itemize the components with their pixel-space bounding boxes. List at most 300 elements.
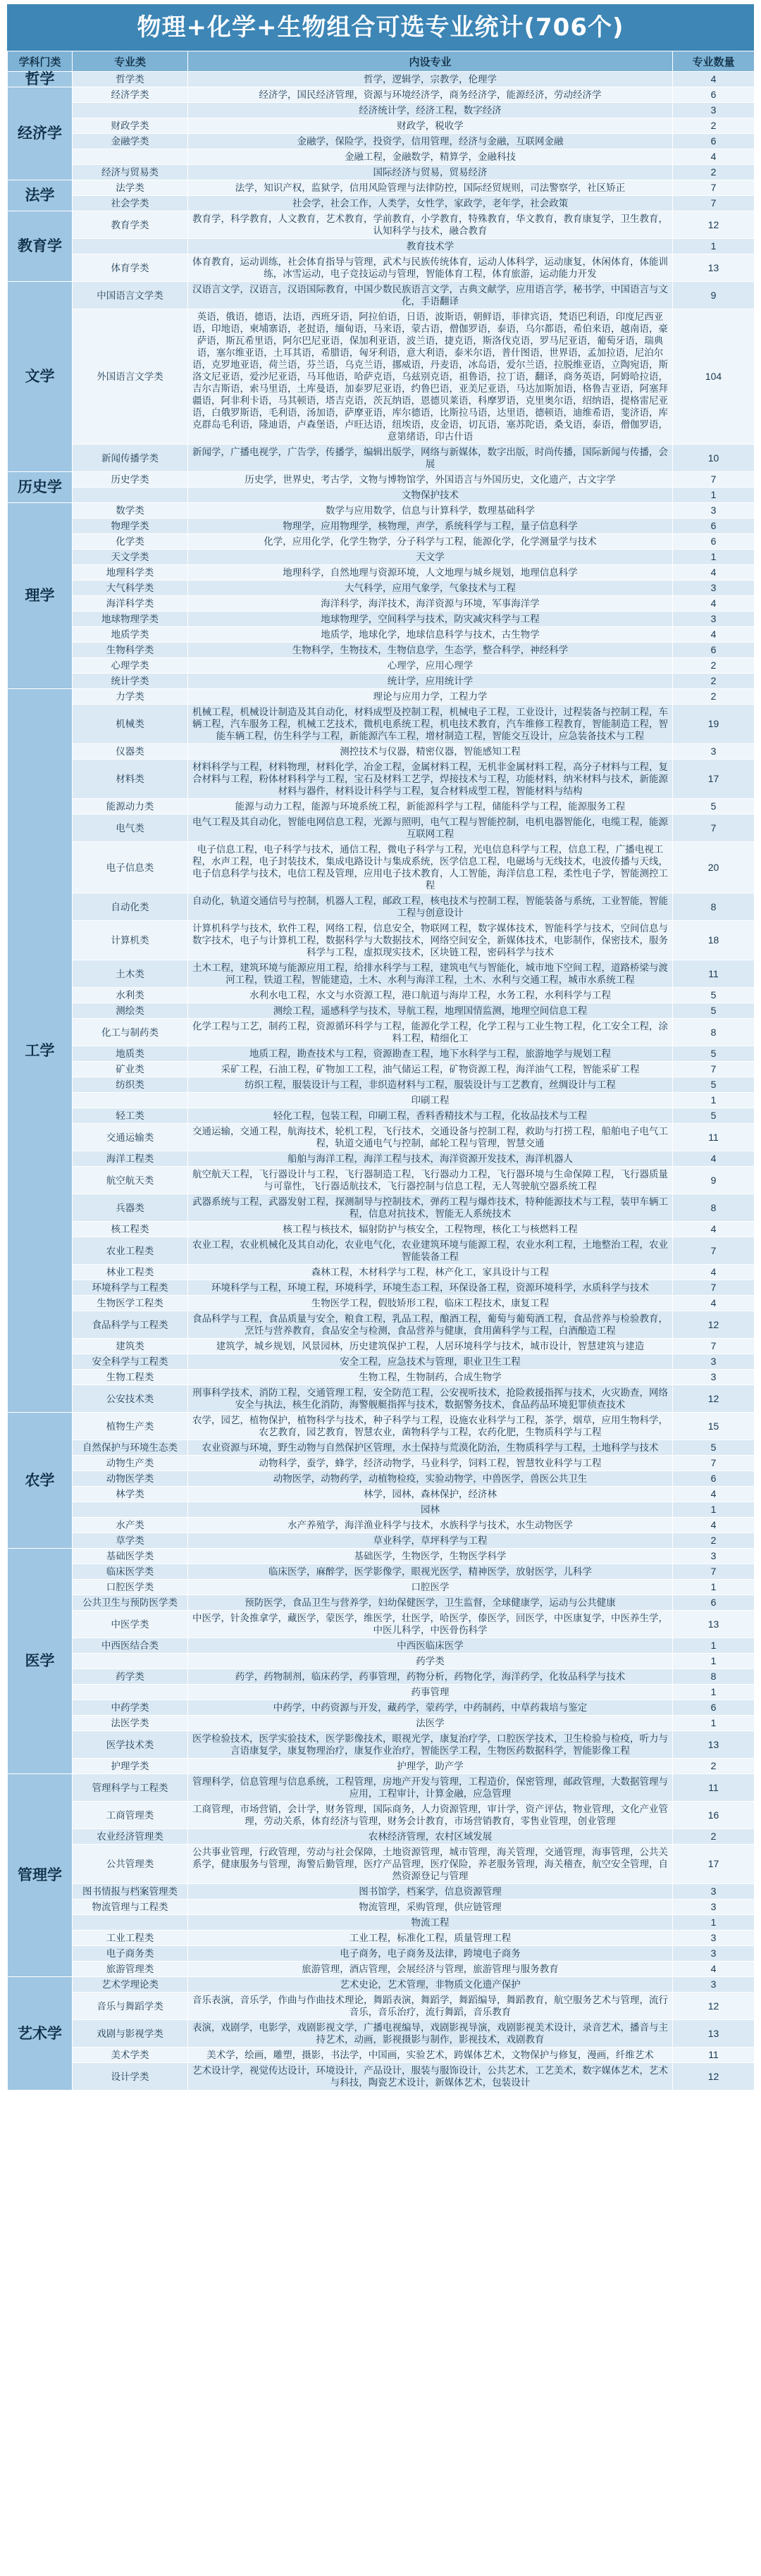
table-row: [8, 196, 755, 211]
table-body: [8, 72, 755, 2091]
count-cell: 2: [673, 658, 755, 674]
majors-cell: 化学，应用化学，化学生物学，分子科学与工程，能源化学，化学测量学与技术: [188, 534, 673, 550]
category-cell: 力学类: [73, 689, 188, 705]
table-row: [8, 960, 755, 988]
category-cell: 矿业类: [73, 1062, 188, 1077]
majors-cell: 护理学，助产学: [188, 1759, 673, 1774]
majors-cell: 草业科学，草坪科学与工程: [188, 1533, 673, 1549]
table-row: [8, 1549, 755, 1564]
category-cell: 工业工程类: [73, 1931, 188, 1946]
category-cell: 基础医学类: [73, 1549, 188, 1564]
category-cell: 数学类: [73, 503, 188, 519]
majors-cell: 金融工程，金融数学，精算学，金融科技: [188, 149, 673, 165]
count-cell: 3: [673, 503, 755, 519]
table-row: [8, 1296, 755, 1311]
category-cell: 财政学类: [73, 118, 188, 134]
category-cell: 海洋科学类: [73, 596, 188, 612]
table-row: [8, 550, 755, 565]
count-cell: 1: [673, 1502, 755, 1518]
majors-cell: 历史学，世界史，考古学，文物与博物馆学，外国语言与外国历史，文化遗产，古文字学: [188, 472, 673, 488]
count-cell: 4: [673, 627, 755, 643]
table-row: [8, 472, 755, 488]
majors-cell: 中医学，针灸推拿学，藏医学，蒙医学，维医学，壮医学，哈医学，傣医学，回医学，中医康复学，中医养生学，中医儿科学，中医骨伤科学: [188, 1611, 673, 1638]
majors-cell: 交通运输，交通工程，航海技术，轮机工程，飞行技术，交通设备与控制工程，救助与打捞工程，船舶电子电气工程，轨道交通电气与控制，邮轮工程与管理，智慧交通: [188, 1124, 673, 1151]
count-cell: 7: [673, 1237, 755, 1265]
majors-cell: 国际经济与贸易，贸易经济: [188, 165, 673, 180]
table-row: [8, 180, 755, 196]
table-row: [8, 519, 755, 534]
category-cell: 农业工程类: [73, 1237, 188, 1265]
majors-cell: 公共事业管理，行政管理，劳动与社会保障，土地资源管理，城市管理，海关管理，交通管理，海事管理，公共关系学，健康服务与管理，海警后勤管理，医疗产品管理，医疗保险，养老服务管理，海关稽查，航空安全管理，自然资源登记与管理: [188, 1845, 673, 1884]
count-cell: 1: [673, 1915, 755, 1931]
count-cell: 11: [673, 1774, 755, 1802]
count-cell: 4: [673, 1151, 755, 1167]
count-cell: 6: [673, 1700, 755, 1716]
category-cell: 草学类: [73, 1533, 188, 1549]
majors-cell: 数学与应用数学，信息与计算科学，数理基础科学: [188, 503, 673, 519]
majors-cell: 地质工程，勘查技术与工程，资源勘查工程，地下水科学与工程，旅游地学与规划工程: [188, 1046, 673, 1062]
category-cell: 自动化类: [73, 893, 188, 921]
count-cell: 2: [673, 165, 755, 180]
majors-cell: 机械工程，机械设计制造及其自动化，材料成型及控制工程，机械电子工程，工业设计，过程装备与控制工程，车辆工程，汽车服务工程，机械工艺技术，微机电系统工程，机电技术教育，汽车维修工程教育，智能制造工程，智能车辆工程，仿生科学与工程，新能源汽车工程，增材制造工程，智能交互设计，应急装备技术与工程: [188, 705, 673, 744]
discipline-cell: 农学: [8, 1413, 73, 1549]
category-cell: 护理学类: [73, 1759, 188, 1774]
category-cell: 统计学类: [73, 674, 188, 689]
table-row: [8, 309, 755, 445]
count-cell: 7: [673, 1456, 755, 1471]
majors-cell: 统计学，应用统计学: [188, 674, 673, 689]
count-cell: 6: [673, 643, 755, 658]
count-cell: 7: [673, 196, 755, 211]
category-cell: 生物工程类: [73, 1370, 188, 1385]
category-cell: 历史学类: [73, 472, 188, 488]
table-row: [8, 87, 755, 103]
table-row: [8, 1077, 755, 1093]
majors-cell: 天文学: [188, 550, 673, 565]
table-row: [8, 1638, 755, 1654]
category-cell: 金融学类: [73, 134, 188, 149]
majors-cell: 能源与动力工程，能源与环境系统工程，新能源科学与工程，储能科学与工程，能源服务工程: [188, 799, 673, 815]
category-cell: 中国语言文学类: [73, 282, 188, 309]
table-row: [8, 1759, 755, 1774]
count-cell: 13: [673, 1731, 755, 1759]
category-cell: 艺术学理论类: [73, 1977, 188, 1993]
count-cell: 2: [673, 1829, 755, 1845]
count-cell: 2: [673, 1759, 755, 1774]
count-cell: 8: [673, 1194, 755, 1222]
count-cell: 15: [673, 1413, 755, 1440]
category-cell: 外国语言文学类: [73, 309, 188, 445]
table-row: [8, 988, 755, 1003]
count-cell: 4: [673, 1265, 755, 1280]
count-cell: 4: [673, 1487, 755, 1502]
count-cell: 3: [673, 103, 755, 118]
table-header-row: [8, 51, 755, 72]
majors-cell: 预防医学，食品卫生与营养学，妇幼保健医学，卫生监督，全球健康学，运动与公共健康: [188, 1595, 673, 1611]
count-cell: 7: [673, 1564, 755, 1580]
category-cell: 电子信息类: [73, 842, 188, 893]
table-row: [8, 1518, 755, 1533]
majors-cell: 艺术设计学，视觉传达设计，环境设计，产品设计，服装与服饰设计，公共艺术，工艺美术，数字媒体艺术，艺术与科技，陶瓷艺术设计，新媒体艺术，包装设计: [188, 2063, 673, 2091]
table-row: [8, 1339, 755, 1354]
majors-cell: 自动化，轨道交通信号与控制，机器人工程，邮政工程，核电技术与控制工程，智能装备与系统，工业智能，智能工程与创意设计: [188, 893, 673, 921]
table-row: [8, 1413, 755, 1440]
table-row: [8, 1471, 755, 1487]
majors-cell: 食品科学与工程，食品质量与安全，粮食工程，乳品工程，酿酒工程，葡萄与葡萄酒工程，食品营养与检验教育，烹饪与营养教育，食品安全与检测，食品营养与健康，食用菌科学与工程，白酒酿造工程: [188, 1311, 673, 1339]
count-cell: 7: [673, 1339, 755, 1354]
majors-cell: 生物医学工程，假肢矫形工程，临床工程技术，康复工程: [188, 1296, 673, 1311]
majors-cell: 海洋科学，海洋技术，海洋资源与环境，军事海洋学: [188, 596, 673, 612]
majors-cell: 医学检验技术，医学实验技术，医学影像技术，眼视光学，康复治疗学，口腔医学技术，卫生检验与检疫，听力与言语康复学，康复物理治疗，康复作业治疗，智能医学工程，生物医药数据科学，智能影像工程: [188, 1731, 673, 1759]
count-cell: 104: [673, 309, 755, 445]
table-row: [8, 1108, 755, 1124]
header-category: 专业类: [73, 51, 188, 72]
category-cell: 农业经济管理类: [73, 1829, 188, 1845]
majors-cell: 工商管理，市场营销，会计学，财务管理，国际商务，人力资源管理，审计学，资产评估，物业管理，文化产业管理，劳动关系，体育经济与管理，财务会计教育，市场营销教育，零售业管理，创业管理: [188, 1802, 673, 1829]
majors-cell: 哲学，逻辑学，宗教学，伦理学: [188, 72, 673, 87]
majors-cell: 社会学，社会工作，人类学，女性学，家政学，老年学，社会政策: [188, 196, 673, 211]
count-cell: 5: [673, 1077, 755, 1093]
category-cell: 仪器类: [73, 744, 188, 760]
majors-cell: 水利水电工程，水文与水资源工程，港口航道与海岸工程，水务工程，水利科学与工程: [188, 988, 673, 1003]
count-cell: 4: [673, 1296, 755, 1311]
count-cell: 1: [673, 1093, 755, 1108]
count-cell: 13: [673, 254, 755, 282]
count-cell: 3: [673, 1354, 755, 1370]
discipline-cell: 医学: [8, 1549, 73, 1774]
table-row: [8, 1564, 755, 1580]
category-cell: 林学类: [73, 1487, 188, 1502]
table-row: [8, 1440, 755, 1456]
majors-cell: 体育教育，运动训练，社会体育指导与管理，武术与民族传统体育，运动人体科学，运动康复，休闲体育，体能训练，冰雪运动，电子竞技运动与管理，智能体育工程，体育旅游，运动能力开发: [188, 254, 673, 282]
count-cell: 2: [673, 118, 755, 134]
count-cell: 1: [673, 1654, 755, 1669]
category-cell: 新闻传播学类: [73, 445, 188, 472]
table-row: [8, 2063, 755, 2091]
count-cell: 1: [673, 1580, 755, 1595]
count-cell: 5: [673, 1003, 755, 1019]
category-cell: 经济与贸易类: [73, 165, 188, 180]
count-cell: 1: [673, 239, 755, 254]
majors-cell: 财政学，税收学: [188, 118, 673, 134]
table-row: [8, 1167, 755, 1194]
table-row: [8, 1946, 755, 1962]
table-row: [8, 103, 755, 118]
majors-cell: 音乐表演，音乐学，作曲与作曲技术理论，舞蹈表演，舞蹈学，舞蹈编导，舞蹈教育，航空服务艺术与管理，流行音乐，音乐治疗，流行舞蹈，音乐教育: [188, 1993, 673, 2020]
count-cell: 17: [673, 1845, 755, 1884]
majors-cell: 汉语言文学，汉语言，汉语国际教育，中国少数民族语言文学，古典文献学，应用语言学，秘书学，中国语言与文化，手语翻译: [188, 282, 673, 309]
category-cell: 兵器类: [73, 1194, 188, 1222]
discipline-cell: 经济学: [8, 87, 73, 180]
category-cell: 地质类: [73, 1046, 188, 1062]
discipline-cell: 历史学: [8, 472, 73, 503]
table-row: [8, 627, 755, 643]
majors-cell: 地质学，地球化学，地球信息科学与技术，古生物学: [188, 627, 673, 643]
count-cell: 6: [673, 87, 755, 103]
count-cell: 4: [673, 1222, 755, 1237]
category-cell: 电子商务类: [73, 1946, 188, 1962]
count-cell: 4: [673, 596, 755, 612]
count-cell: 8: [673, 1669, 755, 1685]
table-row: [8, 1280, 755, 1296]
table-row: [8, 239, 755, 254]
table-row: [8, 1502, 755, 1518]
category-cell: 物理学类: [73, 519, 188, 534]
category-cell: 图书情报与档案管理类: [73, 1884, 188, 1900]
table-row: [8, 1900, 755, 1915]
count-cell: 10: [673, 445, 755, 472]
page-title: 物理+化学+生物组合可选专业统计(706个): [7, 4, 754, 51]
count-cell: 12: [673, 1993, 755, 2020]
majors-cell: 教育学，科学教育，人文教育，艺术教育，学前教育，小学教育，特殊教育，华文教育，教育康复学，卫生教育，认知科学与技术，融合教育: [188, 211, 673, 239]
category-cell: 哲学类: [73, 72, 188, 87]
count-cell: 4: [673, 72, 755, 87]
category-cell: 管理科学与工程类: [73, 1774, 188, 1802]
category-cell: 中药学类: [73, 1700, 188, 1716]
count-cell: 3: [673, 612, 755, 627]
majors-cell: 农学，园艺，植物保护，植物科学与技术，种子科学与工程，设施农业科学与工程，茶学，烟草，应用生物科学，农艺教育，园艺教育，智慧农业，菌物科学与工程，农药化肥，生物质科学与工程: [188, 1413, 673, 1440]
count-cell: 3: [673, 1549, 755, 1564]
table-row: [8, 1003, 755, 1019]
category-cell: 核工程类: [73, 1222, 188, 1237]
majors-cell: 农林经济管理，农村区域发展: [188, 1829, 673, 1845]
table-row: [8, 1829, 755, 1845]
majors-cell: 印刷工程: [188, 1093, 673, 1108]
table-row: [8, 1845, 755, 1884]
count-cell: 5: [673, 1046, 755, 1062]
table-row: [8, 1731, 755, 1759]
majors-cell: 电气工程及其自动化，智能电网信息工程，光源与照明，电气工程与智能控制，电机电器智能化，电缆工程，能源互联网工程: [188, 815, 673, 842]
count-cell: 3: [673, 581, 755, 596]
table-row: [8, 1151, 755, 1167]
table-row: [8, 1993, 755, 2020]
majors-cell: 刑事科学技术，消防工程，交通管理工程，安全防范工程，公安视听技术，抢险救援指挥与技术，火灾勘查，网络安全与执法，核生化消防，海警舰艇指挥与技术，数据警务技术，食品药品环境犯罪侦查技术: [188, 1385, 673, 1413]
table-row: [8, 1265, 755, 1280]
header-majors: 内设专业: [188, 51, 673, 72]
count-cell: 5: [673, 799, 755, 815]
count-cell: 7: [673, 815, 755, 842]
category-cell: 戏剧与影视学类: [73, 2020, 188, 2048]
count-cell: 12: [673, 211, 755, 239]
discipline-cell: 文学: [8, 282, 73, 472]
table-row: [8, 1685, 755, 1700]
category-cell: 生物医学工程类: [73, 1296, 188, 1311]
table-row: [8, 254, 755, 282]
majors-cell: 图书馆学，档案学，信息资源管理: [188, 1884, 673, 1900]
table-row: [8, 658, 755, 674]
header-discipline: 学科门类: [8, 51, 73, 72]
category-cell: 临床医学类: [73, 1564, 188, 1580]
category-cell: [73, 103, 188, 118]
count-cell: 16: [673, 1802, 755, 1829]
table-row: [8, 165, 755, 180]
majors-cell: 经济统计学，经济工程，数字经济: [188, 103, 673, 118]
table-row: [8, 612, 755, 627]
majors-cell: 建筑学，城乡规划，风景园林，历史建筑保护工程，人居环境科学与技术，城市设计，智慧建筑与建造: [188, 1339, 673, 1354]
majors-cell: 地球物理学，空间科学与技术，防灾减灾科学与工程: [188, 612, 673, 627]
count-cell: 3: [673, 1884, 755, 1900]
count-cell: 13: [673, 1611, 755, 1638]
table-row: [8, 643, 755, 658]
majors-cell: 园林: [188, 1502, 673, 1518]
table-row: [8, 1802, 755, 1829]
table-row: [8, 149, 755, 165]
table-row: [8, 1385, 755, 1413]
majors-cell: 中西医临床医学: [188, 1638, 673, 1654]
category-cell: 能源动力类: [73, 799, 188, 815]
majors-cell: 管理科学，信息管理与信息系统，工程管理，房地产开发与管理，工程造价，保密管理，邮政管理，大数据管理与应用，工程审计，计算金融，应急管理: [188, 1774, 673, 1802]
table-row: [8, 1669, 755, 1685]
majors-cell: 理论与应用力学，工程力学: [188, 689, 673, 705]
category-cell: 公共管理类: [73, 1845, 188, 1884]
table-row: [8, 1354, 755, 1370]
table-row: [8, 1370, 755, 1385]
majors-cell: 经济学，国民经济管理，资源与环境经济学，商务经济学，能源经济，劳动经济学: [188, 87, 673, 103]
category-cell: 安全科学与工程类: [73, 1354, 188, 1370]
table-row: [8, 1962, 755, 1977]
count-cell: 12: [673, 1385, 755, 1413]
count-cell: 4: [673, 565, 755, 581]
majors-cell: 地理科学，自然地理与资源环境，人文地理与城乡规划，地理信息科学: [188, 565, 673, 581]
category-cell: 海洋工程类: [73, 1151, 188, 1167]
table-row: [8, 2048, 755, 2063]
category-cell: 动物医学类: [73, 1471, 188, 1487]
count-cell: 1: [673, 1685, 755, 1700]
category-cell: 中西医结合类: [73, 1638, 188, 1654]
category-cell: 航空航天类: [73, 1167, 188, 1194]
category-cell: 天文学类: [73, 550, 188, 565]
discipline-cell: 工学: [8, 689, 73, 1413]
count-cell: 18: [673, 921, 755, 960]
majors-cell: 工业工程，标准化工程，质量管理工程: [188, 1931, 673, 1946]
table-row: [8, 445, 755, 472]
majors-cell: 法学，知识产权，监狱学，信用风险管理与法律防控，国际经贸规则，司法警察学，社区矫正: [188, 180, 673, 196]
table-row: [8, 760, 755, 799]
category-cell: 设计学类: [73, 2063, 188, 2091]
count-cell: 3: [673, 1931, 755, 1946]
category-cell: 中医学类: [73, 1611, 188, 1638]
majors-cell: 临床医学，麻醉学，医学影像学，眼视光医学，精神医学，放射医学，儿科学: [188, 1564, 673, 1580]
category-cell: 旅游管理类: [73, 1962, 188, 1977]
category-cell: 公安技术类: [73, 1385, 188, 1413]
discipline-cell: 理学: [8, 503, 73, 689]
table-row: [8, 893, 755, 921]
category-cell: 音乐与舞蹈学类: [73, 1993, 188, 2020]
majors-cell: 纺织工程，服装设计与工程，非织造材料与工程，服装设计与工艺教育，丝绸设计与工程: [188, 1077, 673, 1093]
majors-cell: 法医学: [188, 1716, 673, 1731]
category-cell: 动物生产类: [73, 1456, 188, 1471]
table-row: [8, 1046, 755, 1062]
table-row: [8, 118, 755, 134]
table-row: [8, 534, 755, 550]
majors-cell: 动物医学，动物药学，动植物检疫，实验动物学，中兽医学，兽医公共卫生: [188, 1471, 673, 1487]
category-cell: 教育学类: [73, 211, 188, 239]
majors-cell: 森林工程，木材科学与工程，林产化工，家具设计与工程: [188, 1265, 673, 1280]
majors-cell: 文物保护技术: [188, 488, 673, 503]
majors-cell: 金融学，保险学，投资学，信用管理，经济与金融，互联网金融: [188, 134, 673, 149]
category-cell: 医学技术类: [73, 1731, 188, 1759]
table-row: [8, 842, 755, 893]
discipline-cell: 管理学: [8, 1774, 73, 1977]
count-cell: 5: [673, 1440, 755, 1456]
table-row: [8, 1093, 755, 1108]
majors-cell: 农业工程，农业机械化及其自动化，农业电气化，农业建筑环境与能源工程，农业水利工程，土地整治工程，农业智能装备工程: [188, 1237, 673, 1265]
count-cell: 6: [673, 134, 755, 149]
majors-cell: 物流工程: [188, 1915, 673, 1931]
majors-cell: 药学类: [188, 1654, 673, 1669]
count-cell: 17: [673, 760, 755, 799]
majors-cell: 药事管理: [188, 1685, 673, 1700]
category-cell: 植物生产类: [73, 1413, 188, 1440]
majors-cell: 电子信息工程，电子科学与技术，通信工程，微电子科学与工程，光电信息科学与工程，信息工程，广播电视工程，水声工程，电子封装技术，集成电路设计与集成系统，医学信息工程，电磁场与无线技术，电波传播与天线，电子信息科学与技术，电信工程及管理，应用电子技术教育，人工智能，海洋信息工程，柔性电子学，智能测控工程: [188, 842, 673, 893]
category-cell: 美术学类: [73, 2048, 188, 2063]
count-cell: 19: [673, 705, 755, 744]
majors-cell: 计算机科学与技术，软件工程，网络工程，信息安全，物联网工程，数字媒体技术，智能科学与技术，空间信息与数字技术，电子与计算机工程，数据科学与大数据技术，网络空间安全，新媒体技术，电影制作，保密技术，服务科学与工程，虚拟现实技术，区块链工程，密码科学与技术: [188, 921, 673, 960]
majors-cell: 轻化工程，包装工程，印刷工程，香料香精技术与工程，化妆品技术与工程: [188, 1108, 673, 1124]
table-row: [8, 1884, 755, 1900]
table-row: [8, 581, 755, 596]
category-cell: 自然保护与环境生态类: [73, 1440, 188, 1456]
count-cell: 6: [673, 519, 755, 534]
table-row: [8, 1062, 755, 1077]
table-row: [8, 1019, 755, 1046]
majors-cell: 核工程与核技术，辐射防护与核安全，工程物理，核化工与核燃料工程: [188, 1222, 673, 1237]
count-cell: 9: [673, 1167, 755, 1194]
count-cell: 1: [673, 1638, 755, 1654]
category-cell: [73, 239, 188, 254]
category-cell: 交通运输类: [73, 1124, 188, 1151]
majors-cell: 土木工程，建筑环境与能源应用工程，给排水科学与工程，建筑电气与智能化，城市地下空间工程，道路桥梁与渡河工程，铁道工程，智能建造，土木、水利与海洋工程，土木、水利与交通工程，城市水系统工程: [188, 960, 673, 988]
majors-cell: 生物科学，生物技术，生物信息学，生态学，整合科学，神经科学: [188, 643, 673, 658]
majors-cell: 环境科学与工程，环境工程，环境科学，环境生态工程，环保设备工程，资源环境科学，水质科学与技术: [188, 1280, 673, 1296]
category-cell: 公共卫生与预防医学类: [73, 1595, 188, 1611]
category-cell: 食品科学与工程类: [73, 1311, 188, 1339]
category-cell: 电气类: [73, 815, 188, 842]
count-cell: 6: [673, 534, 755, 550]
majors-cell: 艺术史论，艺术管理，非物质文化遗产保护: [188, 1977, 673, 1993]
category-cell: 地理科学类: [73, 565, 188, 581]
majors-cell: 水产养殖学，海洋渔业科学与技术，水族科学与技术，水生动物医学: [188, 1518, 673, 1533]
majors-cell: 心理学，应用心理学: [188, 658, 673, 674]
category-cell: 机械类: [73, 705, 188, 744]
majors-cell: 药学，药物制剂，临床药学，药事管理，药物分析，药物化学，海洋药学，化妆品科学与技术: [188, 1669, 673, 1685]
majors-cell: 农业资源与环境，野生动物与自然保护区管理，水土保持与荒漠化防治，生物质科学与工程，土地科学与技术: [188, 1440, 673, 1456]
count-cell: 7: [673, 1280, 755, 1296]
table-row: [8, 1915, 755, 1931]
table-row: [8, 799, 755, 815]
table-row: [8, 1456, 755, 1471]
table-row: [8, 565, 755, 581]
majors-cell: 林学，园林，森林保护，经济林: [188, 1487, 673, 1502]
category-cell: 计算机类: [73, 921, 188, 960]
category-cell: [73, 1685, 188, 1700]
count-cell: 11: [673, 1124, 755, 1151]
majors-cell: 物流管理，采购管理，供应链管理: [188, 1900, 673, 1915]
table-row: [8, 1237, 755, 1265]
count-cell: 4: [673, 1518, 755, 1533]
count-cell: 7: [673, 180, 755, 196]
majors-cell: 表演，戏剧学，电影学，戏剧影视文学，广播电视编导，戏剧影视导演，戏剧影视美术设计，录音艺术，播音与主持艺术，动画，影视摄影与制作，影视技术，戏剧教育: [188, 2020, 673, 2048]
header-count: 专业数量: [673, 51, 755, 72]
majors-cell: 测绘工程，遥感科学与技术，导航工程，地理国情监测，地理空间信息工程: [188, 1003, 673, 1019]
category-cell: 工商管理类: [73, 1802, 188, 1829]
table-row: [8, 211, 755, 239]
count-cell: 2: [673, 1533, 755, 1549]
count-cell: 5: [673, 1108, 755, 1124]
majors-cell: 新闻学，广播电视学，广告学，传播学，编辑出版学，网络与新媒体，数字出版，时尚传播，国际新闻与传播，会展: [188, 445, 673, 472]
discipline-cell: 哲学: [8, 72, 73, 87]
table-row: [8, 134, 755, 149]
